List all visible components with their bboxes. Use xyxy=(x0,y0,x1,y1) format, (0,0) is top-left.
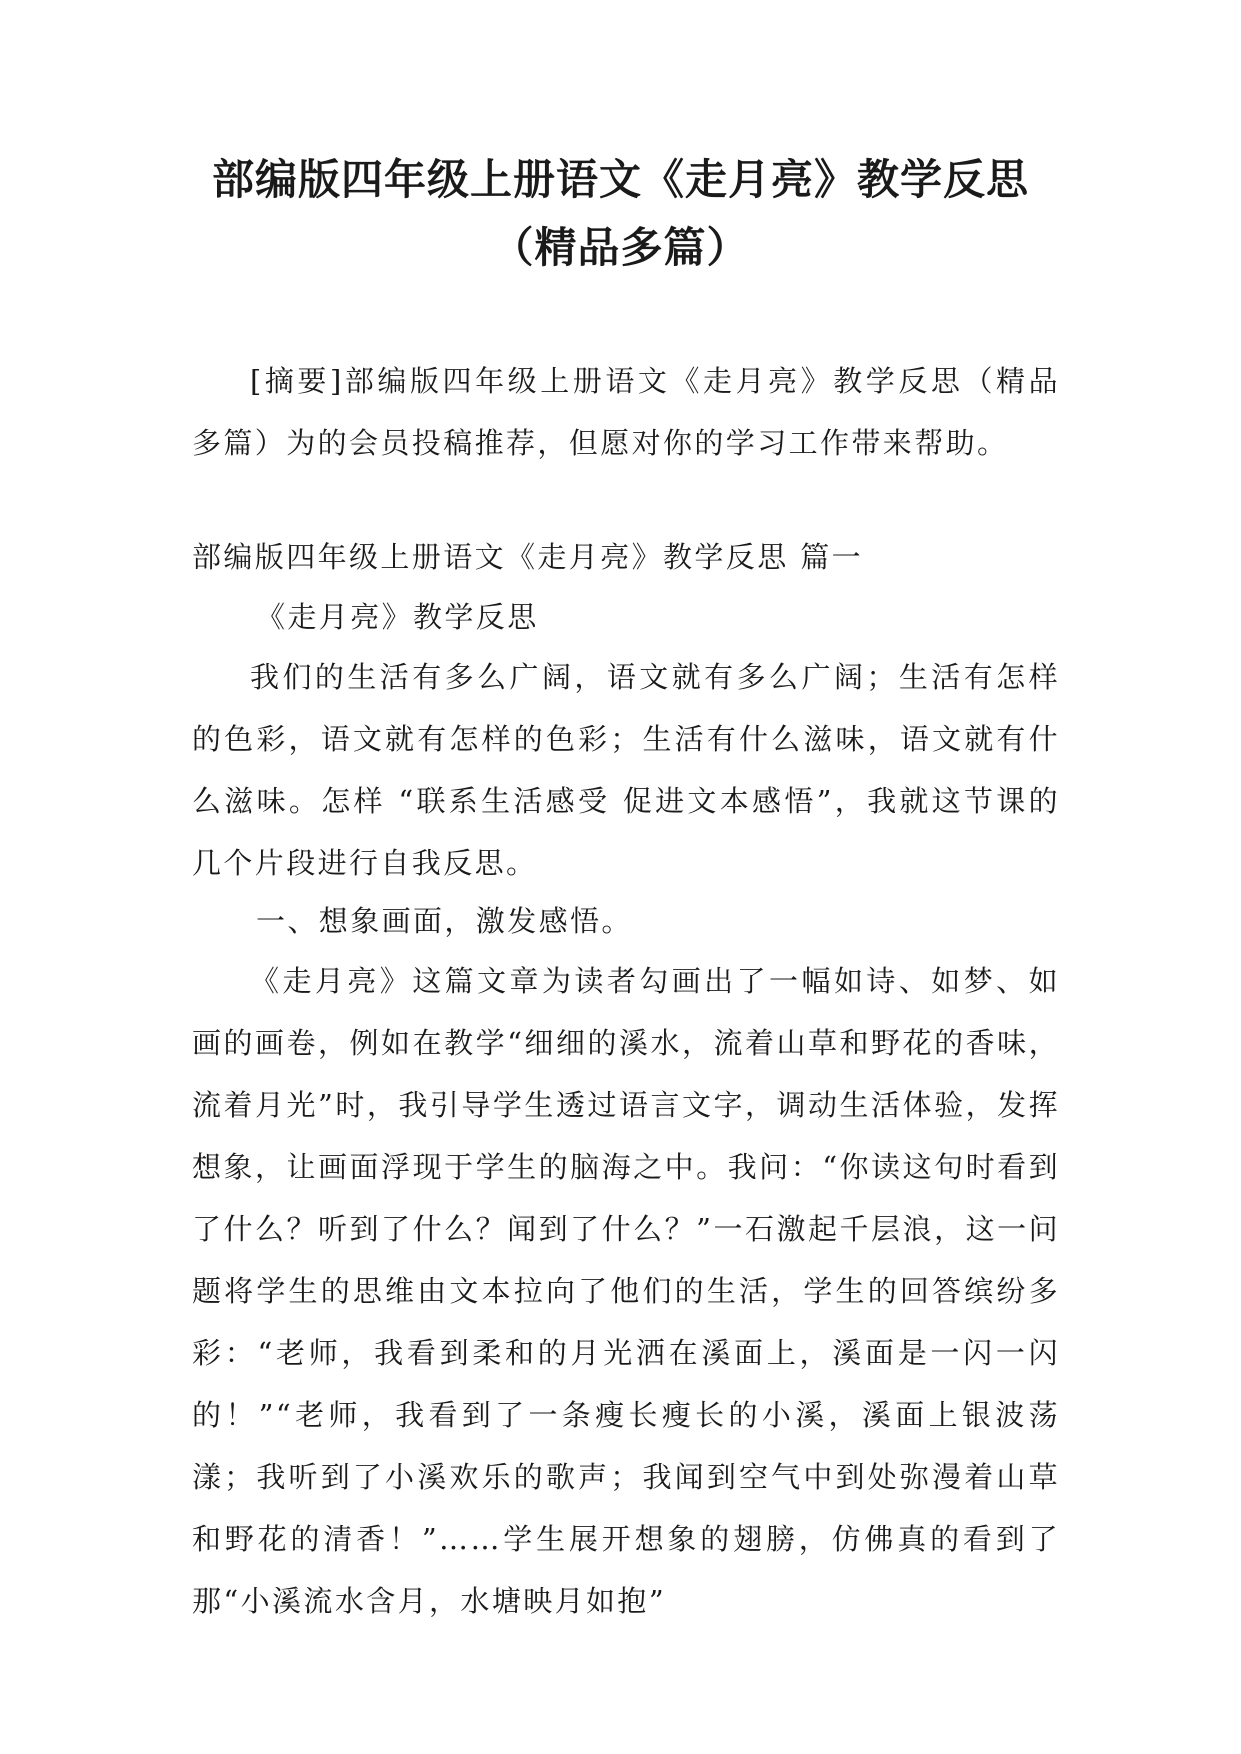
body-paragraph-2: 《走月亮》这篇文章为读者勾画出了一幅如诗、如梦、如画的画卷，例如在教学“细细的溪水，流着山草和野花的香味，流着月光”时，我引导学生透过语言文字，调动生活体验，发挥想象，让画面浮现于学生的脑海之中。我问：“你读这句时看到了什么？听到了什么？闻到了什么？”一石激起千层浪，这一问题将学生的思维由文本拉向了他们的生活，学生的回答缤纷多彩：“老师，我看到柔和的月光洒在溪面上，溪面是一闪一闪的！”“老师，我看到了一条瘦长瘦长的小溪，溪面上银波荡漾；我听到了小溪欢乐的歌声；我闻到空气中到处弥漫着山草和野花的清香！”……学生展开想象的翅膀，仿佛真的看到了那“小溪流水含月，水塘映月如抱” xyxy=(192,964,1060,1618)
section-heading: 部编版四年级上册语文《走月亮》教学反思 篇一 xyxy=(192,540,864,574)
document-title-line-1: 部编版四年级上册语文《走月亮》教学反思 xyxy=(211,155,1029,204)
body-paragraph-1: 我们的生活有多么广阔，语文就有多么广阔；生活有怎样的色彩，语文就有怎样的色彩；生活有什么滋味，语文就有什么滋味。怎样 “联系生活感受 促进文本感悟”，我就这节课的几个片段进行自我反思。 xyxy=(192,660,1060,880)
document-title-line-2: （精品多篇） xyxy=(491,223,750,272)
sub-title: 《走月亮》教学反思 xyxy=(256,600,539,634)
abstract-paragraph: [摘要]部编版四年级上册语文《走月亮》教学反思（精品多篇）为的会员投稿推荐，但愿对你的学习工作带来帮助。 xyxy=(192,364,1060,460)
point-heading-1: 一、想象画面，激发感悟。 xyxy=(256,904,633,938)
